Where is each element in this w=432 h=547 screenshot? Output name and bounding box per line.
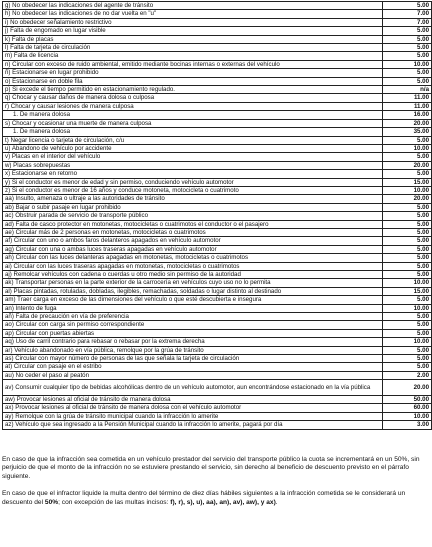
fine-amount: 5.00 (383, 296, 432, 304)
fine-description: al) Placas pintadas, rotuladas, dobladas, ilegibles, remachadas, soldadas o lugar distinto al destinado (3, 287, 383, 295)
fine-description: aj) Remolcar vehículos con cadena o cuerdas u otro medio sin permiso de la autoridad (3, 271, 383, 279)
fine-description: ar) Vehículo abandonado en vía pública, remolque por la grúa de tránsito (3, 346, 383, 354)
fine-amount: 5.00 (383, 321, 432, 329)
fine-description: ae) Circular más de 2 personas en motonetas, motocicletas o cuatrimotos (3, 228, 383, 236)
fine-row (3, 363, 432, 371)
fine-amount: 5.00 (383, 262, 432, 270)
fine-description: an) Intento de fuga (3, 304, 383, 312)
fine-amount: 5.00 (383, 153, 432, 161)
fine-amount: 3.00 (383, 421, 432, 429)
fine-amount: 10.00 (383, 60, 432, 68)
fine-description: q) Chocar y causar daños de manera dolosa o culposa (3, 94, 383, 102)
fine-description: i) No obedecer señalamiento restrictivo (3, 18, 383, 26)
fine-row (3, 262, 432, 270)
fine-description: ap) Circular con puertas abiertas (3, 329, 383, 337)
fine-row (3, 228, 432, 236)
fine-amount: 5.00 (383, 237, 432, 245)
fine-row (3, 203, 432, 211)
fine-amount: 5.00 (383, 203, 432, 211)
fine-description: w) Placas sobrepuestas (3, 161, 383, 169)
fine-description: at) Circular con pasaje en el estribo (3, 363, 383, 371)
fine-description: k) Falta de placas (3, 35, 383, 43)
fine-amount: 15.00 (383, 287, 432, 295)
fine-row (3, 10, 432, 18)
fine-description: aq) Uso de carril contrario para rebasar o rebasar por la extrema derecha (3, 338, 383, 346)
fine-description: ay) Remolque con la grúa de tránsito municipal cuando la infracción lo amerite (3, 412, 383, 420)
fine-amount: 16.00 (383, 111, 432, 119)
fine-row (3, 35, 432, 43)
fine-amount: 5.00 (383, 363, 432, 371)
note-public-transport: En caso de que la infracción sea cometida en un vehículo prestador del servicio del transporte público la cuota se incrementará en un 50%, sin perjuicio de que el monto de la infracción no se estuviere prestando el servicio, sin derecho al beneficio de descuento previsto en el párrafo siguiente. (2, 456, 420, 480)
fine-row (3, 119, 432, 127)
fine-amount: 20.00 (383, 119, 432, 127)
fine-description: ak) Transportar personas en la parte exterior de la carrocería en vehículos cuyo uso no lo permita (3, 279, 383, 287)
fine-amount: 5.00 (383, 27, 432, 35)
fine-description: r) Chocar y causar lesiones de manera culposa (3, 102, 383, 110)
fine-description: az) Vehículo que sea ingresado a la Pensión Municipal cuando la infracción lo amerite, pagará por día (3, 421, 383, 429)
fine-row (3, 86, 432, 94)
fine-row (3, 128, 432, 136)
fine-amount: 7.00 (383, 10, 432, 18)
fine-amount: 5.00 (383, 170, 432, 178)
fine-description: aw) Provocar lesiones al oficial de tránsito de manera dolosa (3, 395, 383, 403)
fine-row (3, 254, 432, 262)
fine-row (3, 395, 432, 403)
fine-amount: 5.00 (383, 35, 432, 43)
fine-description: p) Si excede el tiempo permitido en estacionamiento regulado. (3, 86, 383, 94)
fine-description: ab) Bajar o subir pasaje en lugar prohibido (3, 203, 383, 211)
fine-description: ai) Circular con las luces traseras apagadas en motonetas, motocicletas o cuatrimotos (3, 262, 383, 270)
fine-amount: 5.00 (383, 355, 432, 363)
fine-row (3, 111, 432, 119)
fine-amount: 5.00 (383, 329, 432, 337)
fine-amount: 5.00 (383, 254, 432, 262)
fine-row (3, 69, 432, 77)
fine-amount: 5.00 (383, 346, 432, 354)
fine-row (3, 161, 432, 169)
fine-description: x) Estacionarse en retorno (3, 170, 383, 178)
fine-description: ñ) Estacionarse en lugar prohibido (3, 69, 383, 77)
fine-amount: 5.00 (383, 228, 432, 236)
fine-description: n) Circular con exceso de ruido ambiental, emitido mediante bocinas internas o externas del vehículo (3, 60, 383, 68)
fine-row (3, 170, 432, 178)
fine-row (3, 153, 432, 161)
fine-row (3, 195, 432, 203)
fine-amount: 5.00 (383, 271, 432, 279)
fine-row (3, 380, 432, 396)
fine-row (3, 94, 432, 102)
fine-row (3, 412, 432, 420)
fine-amount: 5.00 (383, 313, 432, 321)
fine-amount: 35.00 (383, 128, 432, 136)
fine-amount: 5.00 (383, 44, 432, 52)
fine-row (3, 321, 432, 329)
fine-row (3, 27, 432, 35)
fine-description: ah) Circular con las luces delanteras apagadas en motonetas, motocicletas o cuatrimotos (3, 254, 383, 262)
fine-description: j) Falta de engomado en lugar visible (3, 27, 383, 35)
fine-row (3, 186, 432, 194)
fine-row (3, 304, 432, 312)
fine-amount: 20.00 (383, 195, 432, 203)
fine-description: am) Traer carga en exceso de las dimensiones del vehículo o que esté descubierta e insegura (3, 296, 383, 304)
fine-row (3, 18, 432, 26)
fine-amount: n/a (383, 86, 432, 94)
fine-description: o) Estacionarse en doble fila (3, 77, 383, 85)
fine-row (3, 102, 432, 110)
fine-amount: 2.00 (383, 371, 432, 379)
fine-amount: 10.00 (383, 186, 432, 194)
fine-row (3, 212, 432, 220)
fine-amount: 5.00 (383, 220, 432, 228)
fine-row (3, 371, 432, 379)
fine-amount: 20.00 (383, 380, 432, 396)
fine-row (3, 329, 432, 337)
fine-description: ao) Circular con carga sin permiso correspondiente (3, 321, 383, 329)
fine-description: aa) Insulto, amenaza o ultraje a las autoridades de tránsito (3, 195, 383, 203)
fine-description: ag) Circular con una o ambas luces traseras apagadas en vehículo automotor (3, 245, 383, 253)
fine-description: l) Falta de tarjeta de circulación (3, 44, 383, 52)
fine-amount: 7.00 (383, 18, 432, 26)
fine-row (3, 404, 432, 412)
fine-description: av) Consumir cualquier tipo de bebidas alcohólicas dentro de un vehículo automotor, aun encontrándose estacionado en la vía pública (3, 380, 383, 396)
fine-description: af) Circular con uno o ambos faros delanteros apagados en vehículo automotor (3, 237, 383, 245)
note-discount-text-3: . (275, 498, 278, 506)
fine-description: ac) Obstruir parada de servicio de transporte público (3, 212, 383, 220)
fine-row (3, 287, 432, 295)
fine-row (3, 245, 432, 253)
fine-description: v) Placas en el interior del vehículo (3, 153, 383, 161)
fine-description: au) No ceder el paso al peatón (3, 371, 383, 379)
fine-amount: 5.00 (383, 245, 432, 253)
fine-amount: 5.00 (383, 52, 432, 60)
note-discount (2, 490, 428, 507)
fine-row (3, 271, 432, 279)
fine-amount: 10.00 (383, 412, 432, 420)
fine-row (3, 44, 432, 52)
fine-row (3, 60, 432, 68)
fine-amount: 11.00 (383, 94, 432, 102)
note-discount-exceptions: f), r), s), u), aa), an), av), aw), y ax) (170, 498, 276, 506)
fine-description: 1. De manera dolosa (3, 111, 383, 119)
fine-description: ad) Falta de casco protector en motonetas, motocicletas o cuatrimotos el conductor o el pasajero (3, 220, 383, 228)
fine-amount: 10.00 (383, 338, 432, 346)
fine-description: y) Si el conductor es menor de edad y sin permiso, conduciendo vehículo automotor (3, 178, 383, 186)
fine-amount: 5.00 (383, 77, 432, 85)
fine-row (3, 296, 432, 304)
fine-row (3, 346, 432, 354)
fine-row (3, 178, 432, 186)
fine-amount: 20.00 (383, 161, 432, 169)
fine-row (3, 77, 432, 85)
fine-description: u) Abandono de vehículo por accidente (3, 144, 383, 152)
fine-row (3, 2, 432, 10)
fine-row (3, 52, 432, 60)
fine-amount: 10.00 (383, 304, 432, 312)
fine-amount: 50.00 (383, 395, 432, 403)
fines-table-body (3, 2, 432, 430)
fine-description: s) Chocar y ocasionar una muerte de manera culposa (3, 119, 383, 127)
fine-description: h) No obedecer las indicaciones de no dar vuelta en "u" (3, 10, 383, 18)
fine-description: añ) Falta de precaución en vía de preferencia (3, 313, 383, 321)
fine-row (3, 313, 432, 321)
fine-amount: 11.00 (383, 102, 432, 110)
note-discount-text-2: ; con excepción de las multas incisos: (58, 498, 171, 506)
fine-description: 1. De manera dolosa (3, 128, 383, 136)
fine-amount: 10.00 (383, 279, 432, 287)
fine-description: t) Negar licencia o tarjeta de circulación, c/u (3, 136, 383, 144)
fine-row (3, 144, 432, 152)
fine-amount: 5.00 (383, 136, 432, 144)
fine-amount: 15.00 (383, 178, 432, 186)
fine-description: ax) Provocar lesiones al oficial de tránsito de manera dolosa con el vehículo automotor (3, 404, 383, 412)
fine-row (3, 421, 432, 429)
fine-description: m) Falta de licencia (3, 52, 383, 60)
fine-description: g) No obedecer las indicaciones del agente de tránsito (3, 2, 383, 10)
fine-amount: 10.00 (383, 144, 432, 152)
fine-amount: 5.00 (383, 212, 432, 220)
fine-description: z) Si el conductor es menor de 16 años y conduce motoneta, motocicleta o cuatrimoto (3, 186, 383, 194)
fine-row (3, 355, 432, 363)
fine-amount: 5.00 (383, 69, 432, 77)
note-discount-text-1: En caso de que el infractor liquide la multa dentro del término de diez días hábiles siguientes a la infracción cometida se le considerará un descuento del (2, 490, 406, 506)
notes (2, 456, 428, 516)
fine-row (3, 220, 432, 228)
fines-table (2, 1, 432, 430)
fine-row (3, 338, 432, 346)
fine-description: as) Circular con mayor número de personas de las que señala la tarjeta de circulación (3, 355, 383, 363)
fine-row (3, 237, 432, 245)
fine-row (3, 279, 432, 287)
fine-row (3, 136, 432, 144)
fine-amount: 5.00 (383, 2, 432, 10)
fine-amount: 60.00 (383, 404, 432, 412)
note-discount-percent: 50% (44, 498, 59, 506)
